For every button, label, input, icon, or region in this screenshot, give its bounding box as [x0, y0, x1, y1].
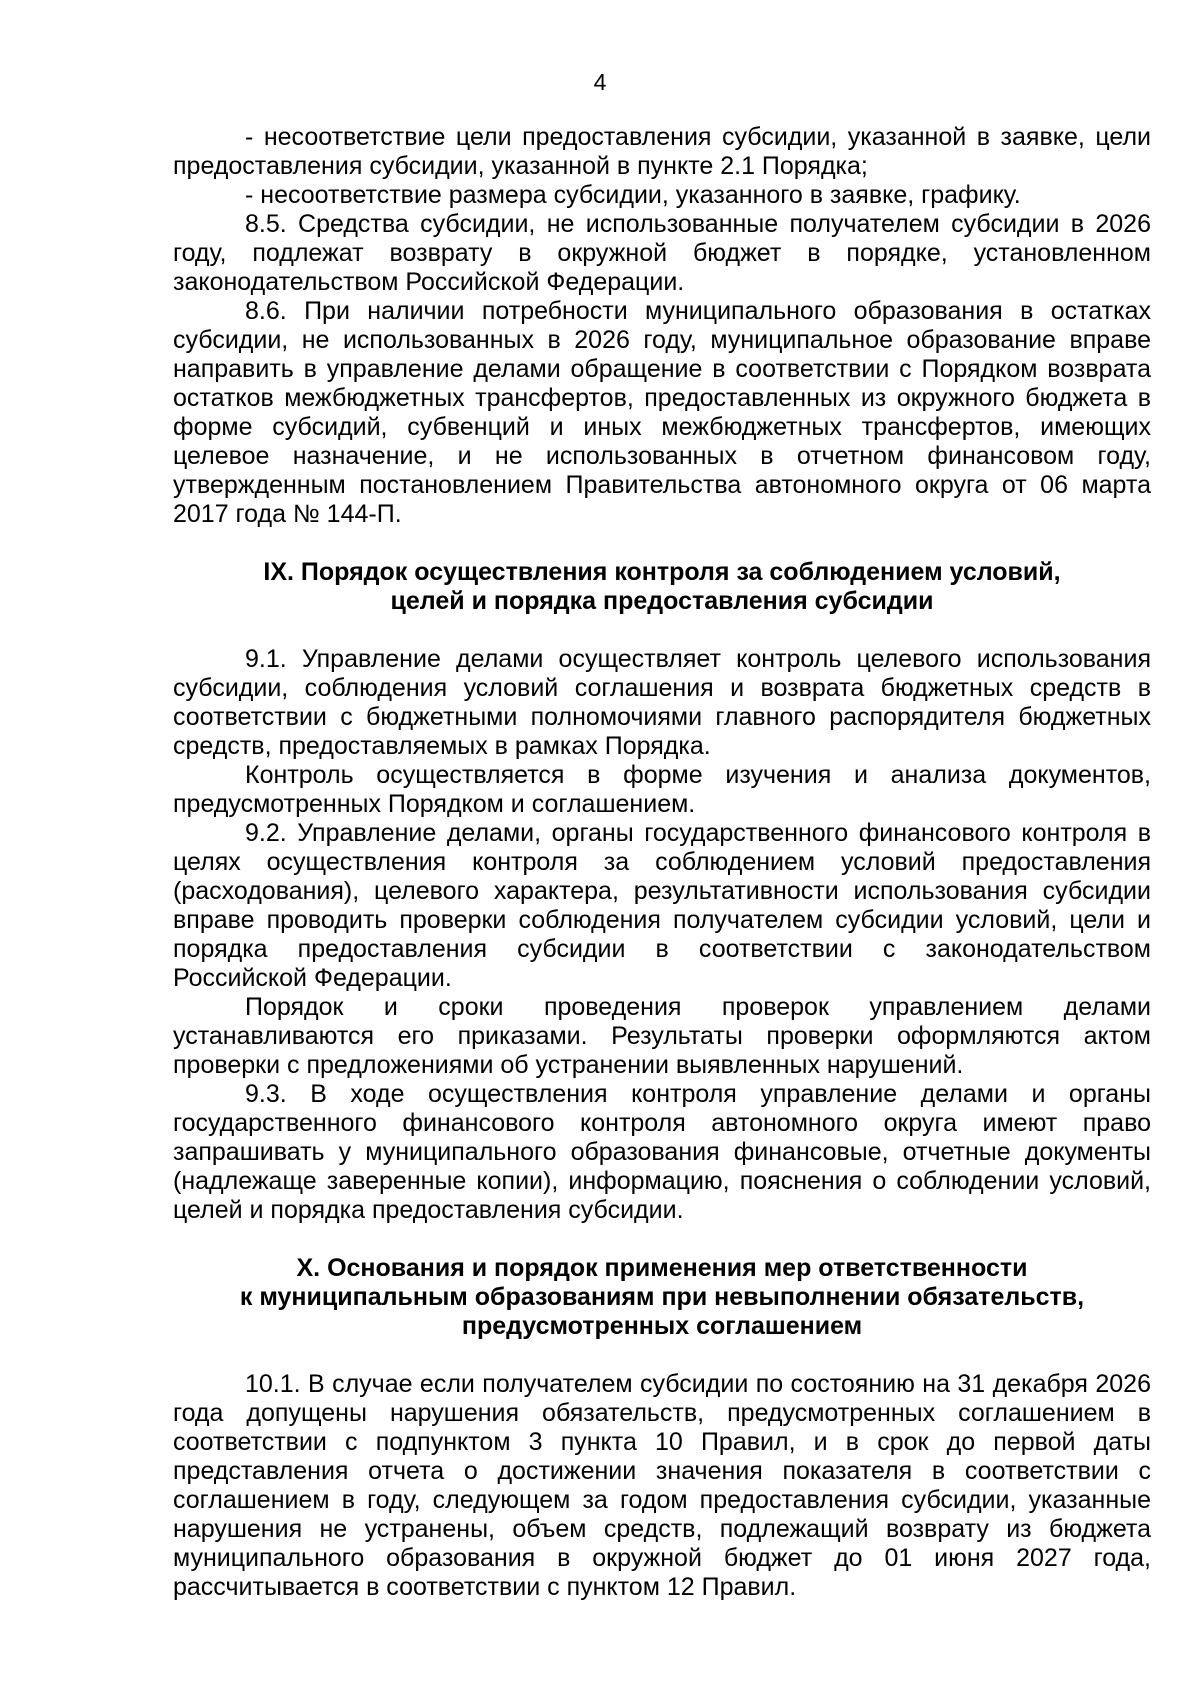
paragraph: 9.2. Управление делами, органы государственного финансового контроля в целях осуществления контроля за соблюдением условий предоставления (расходования), целевого характера, результативности использования субсидии вправе проводить проверки соблюдения получателем субсидии условий, цели и порядка предоставления субсидии в соответствии с законодательством Российской Федерации.: [173, 819, 1151, 992]
section-10-title-line: X. Основания и порядок применения мер ответственности: [296, 1254, 1028, 1282]
section-10-title: [173, 1254, 1151, 1341]
paragraph: - несоответствие цели предоставления субсидии, указанной в заявке, цели предоставления субсидии, указанной в пункте 2.1 Порядка;: [173, 123, 1151, 180]
section-9-title-line: целей и порядка предоставления субсидии: [390, 587, 934, 615]
document-body: [173, 123, 1151, 1602]
paragraph: 9.3. В ходе осуществления контроля управление делами и органы государственного финансового контроля автономного округа имеют право запрашивать у муниципального образования финансовые, отчетные документы (надлежаще заверенные копии), информацию, пояснения о соблюдении условий, целей и порядка предоставления субсидии.: [173, 1080, 1151, 1224]
paragraph: Порядок и сроки проведения проверок управлением делами устанавливаются его приказами. Результаты проверки оформляются актом проверки с предложениями об устранении выявленных нарушений.: [173, 993, 1151, 1079]
paragraph: - несоответствие размера субсидии, указанного в заявке, графику.: [245, 181, 1021, 209]
paragraph: 10.1. В случае если получателем субсидии по состоянию на 31 декабря 2026 года допущены нарушения обязательств, предусмотренных соглашением в соответствии с подпунктом 3 пункта 10 Правил, и в срок до первой даты представления отчета о достижении значения показателя в соответствии с соглашением в году, следующем за годом предоставления субсидии, указанные нарушения не устранены, объем средств, подлежащий возврату из бюджета муниципального образования в окружной бюджет до 01 июня 2027 года, рассчитывается в соответствии с пунктом 12 Правил.: [173, 1370, 1151, 1601]
paragraph: 9.1. Управление делами осуществляет контроль целевого использования субсидии, соблюдения условий соглашения и возврата бюджетных средств в соответствии с бюджетными полномочиями главного распорядителя бюджетных средств, предоставляемых в рамках Порядка.: [173, 645, 1151, 760]
section-10-title-line: предусмотренных соглашением: [461, 1312, 863, 1340]
paragraph: 8.6. При наличии потребности муниципального образования в остатках субсидии, не использованных в 2026 году, муниципальное образование вправе направить в управление делами обращение в соответствии с Порядком возврата остатков межбюджетных трансфертов, предоставленных из окружного бюджета в форме субсидий, субвенций и иных межбюджетных трансфертов, имеющих целевое назначение, и не использованных в отчетном финансовом году, утвержденным постановлением Правительства автономного округа от 06 марта 2017 года № 144-П.: [173, 297, 1151, 528]
page-number: 4: [593, 69, 607, 95]
section-10-title-line: к муниципальным образованиям при невыполнении обязательств,: [239, 1283, 1085, 1311]
section-9-title-line: IX. Порядок осуществления контроля за соблюдением условий,: [263, 558, 1061, 586]
paragraph: Контроль осуществляется в форме изучения и анализа документов, предусмотренных Порядком и соглашением.: [173, 761, 1151, 818]
section-9-title: [173, 558, 1151, 616]
paragraph: 8.5. Средства субсидии, не использованные получателем субсидии в 2026 году, подлежат возврату в окружной бюджет в порядке, установленном законодательством Российской Федерации.: [173, 210, 1151, 296]
